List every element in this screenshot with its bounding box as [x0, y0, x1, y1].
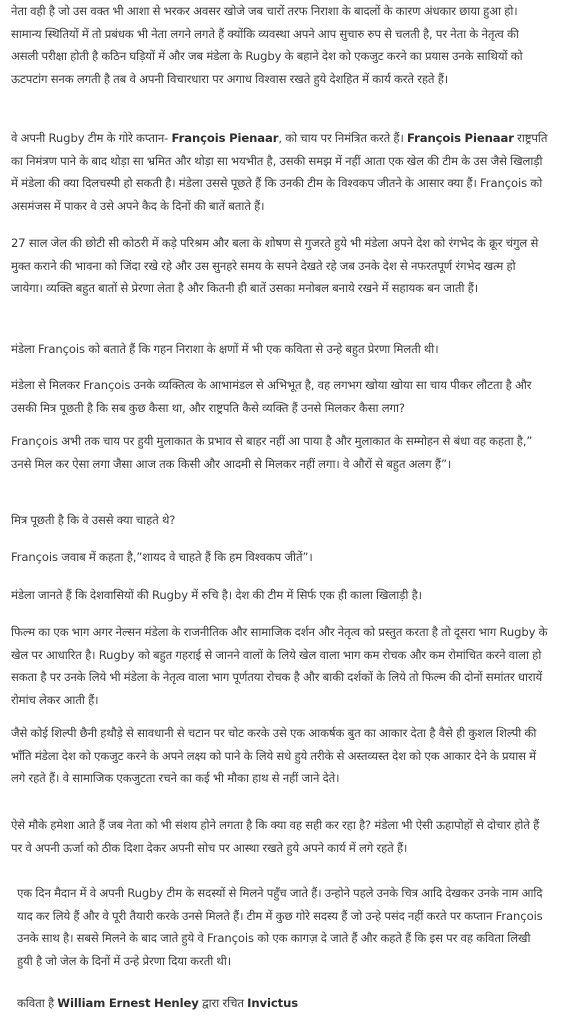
- paragraph-leader-hope: नेता वही है जो उस वक्त भी आशा से भरकर अवसर खोजे जब चारों तरफ निराशा के बादलों के कारण अंधकार छाया हुआ हो। सामान्य स्थितियों में तो प्रबंधक भी नेता लगने लगते हैं क्योंकि व्यवस्था अपने आप सुचारु रुप से चलती है, पर नेता के नेतृत्व की असली परीक्षा होती है कठिन घड़ियों में और जब मंडेला के Rugby के बहाने देश को एकजुट करने का प्रयास उनके साथियों को ऊटपटांग सनक लगती है तब वे अपनी विचारधारा पर अगाध विश्वास रखते हुये देशहित में कार्य करते रहते हैं।: [11, 4, 523, 86]
- paragraph-team-visit: एक दिन मैदान में वे अपनी Rugby टीम के सदस्यों से मिलने पहुँच जाते हैं। उन्होने पहले उनके चित्र आदि देखकर उनके नाम आदि याद कर लिये हैं और वे पूरी तैयारी करके उनसे मिलते हैं। टीम में कुछ गोरे सदस्य हैं जो उन्हे पसंद नहीं करते पर कप्तान François उनके साथ है। सबसे मिलने के बाद जाते हुये वे François को एक कागज़ दे जाते हैं और कहते हैं कि इस पर वह कविता लिखी हुयी है जो जेल के दिनों में उन्हे प्रेरणा दिया करती थी।: [17, 886, 543, 968]
- paragraph-leader-doubts: ऐसे मौके हमेशा आते हैं जब नेता को भी संशय होने लगता है कि क्या वह सही कर रहा है? मंडेला भी ऐसी ऊहापोहों से दोचार होते हैं पर वे अपनी ऊर्जा को ठीक दिशा देकर अपनी सोच पर आस्था रखते हुये अपने कार्य में लगे रहते हैं।: [11, 818, 540, 855]
- paragraph-poem-inspiration: मंडेला François को बताते हैं कि गहन निराशा के क्षणों में भी एक कविता से उन्हे बहुत प्रेरणा मिलती थी।: [11, 342, 439, 356]
- poet-name: William Ernest Henley: [57, 996, 199, 1010]
- captain-name: François Pienaar: [407, 131, 514, 145]
- paragraph-text: वे अपनी Rugby टीम के गोरे कप्तान-: [11, 131, 172, 145]
- poem-title: Invictus: [247, 996, 299, 1010]
- paragraph-text: कविता है: [17, 996, 58, 1010]
- paragraph-friend-question: मित्र पूछती है कि वे उससे क्या चाहते थे?: [11, 513, 176, 527]
- paragraph-text: द्वारा रचित: [198, 996, 248, 1010]
- captain-name: François Pienaar: [171, 131, 279, 145]
- paragraph-rugby-interest: मंडेला जानते हैं कि देशवासियों की Rugby में रुचि है। देश की टीम में सिर्फ एक ही काला खिलाड़ी है।: [11, 588, 422, 602]
- paragraph-text: राष्ट्रपति का निमंत्रण पाने के बाद थोड़ा सा भ्रमित और थोड़ा सा भयभीत है, उसकी समझ में नहीं आता एक खेल की टीम के उस जैसे खिलाड़ी में मंडेला की क्या दिलचस्पी हो सकती है। मंडेला उससे पूछते हैं कि उनकी टीम के विश्वकप जीतने के आसार क्या हैं। François को असमंजस में पाकर वे उसे अपने कैद के दिनों की बातें बताते हैं।: [11, 131, 548, 213]
- paragraph-sculptor-analogy: जैसे कोई शिल्पी छैनी हथौड़े से सावधानी से चटान पर चोट करके उसे एक आकर्षक बुत का आकार देता है वैसे ही कुशल शिल्पी की भाँति मंडेला देश को एकजुट करने के अपने लक्ष्य को पाने के लिये सधे हुये तरीके से अस्तव्यस्त देश को एक आकार देने के प्रयास में लगे रहते हैं। वे सामाजिक एकजुटता रचने का कई भी मौका हाथ से नहीं जाने देते।: [11, 726, 537, 785]
- paragraph-francois-reply: François अभी तक चाय पर हुयी मुलाकात के प्रभाव से बाहर नहीं आ पाया है और मुलाकात के सम्मोहन से बंधा वह कहता है,” उनसे मिल कर ऐसा लगा जैसा आज तक किसी और आदमी से मिलकर नहीं लगा। वे औरों से बहुत अलग हैं”।: [11, 434, 533, 471]
- paragraph-poem-credit: [17, 992, 549, 1015]
- paragraph-text: , को चाय पर निमंत्रित करते हैं।: [278, 131, 408, 145]
- paragraph-tea-invitation: [11, 127, 549, 217]
- paragraph-after-meeting: मंडेला से मिलकर François उनके व्यक्तित्व के आभामंडल से अभिभूत है, वह लगभग खोया खोया सा चाय पीकर लौटता है और उसकी मित्र पूछती है कि सब कुछ कैसा था, और राष्ट्रपति कैसे व्यक्ति हैं उनसे मिलकर कैसा लगा?: [11, 378, 532, 415]
- paragraph-prison-years: 27 साल जेल की छोटी सी कोठरी में कड़े परिश्रम और बला के शोषण से गुजरते हुये भी मंडेला अपने देश को रंगभेद के क्रूर चंगुल से मुक्त कराने की भावना को जिंदा रखे रहे और उस सुनहरे समय के सपने देखते रहे जब उनके देश से नफरतपूर्ण रंगभेद खत्म हो जायेगा। व्यक्ति बहुत बातों से प्रेरणा लेता है और कितनी ही बातें उसका मनोबल बनाये रखने में सहायक बन जाती हैं।: [11, 236, 539, 295]
- paragraph-film-parts: फिल्म का एक भाग अगर नेल्सन मंडेला के राजनीतिक और सामाजिक दर्शन और नेतृत्व को प्रस्तुत करता है तो दूसरा भाग Rugby के खेल पर आधारित है। Rugby को बहुत गहराई से जानने वालों के लिये खेल वाला भाग कम रोचक और कम रोमांचित करने वाला हो सकता है पर उनके लिये भी मंडेला के नेतृत्व वाला भाग पूर्णतया रोचक है और बाकी दर्शकों के लिये तो फिल्म की दोनों समांतर धारायें रोमांच लेकर आती हैं।: [11, 625, 548, 707]
- paragraph-world-cup-answer: François जवाब में कहता है,”शायद वे चाहते हैं कि हम विश्वकप जीतें”।: [11, 550, 313, 564]
